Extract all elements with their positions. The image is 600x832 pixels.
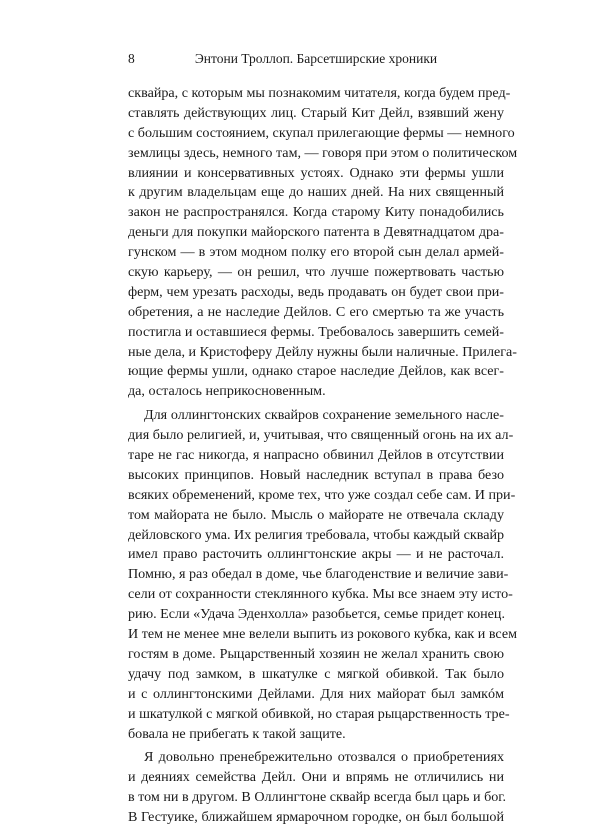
running-head-title: Энтони Троллоп. Барсетширские хроники bbox=[194, 51, 438, 66]
paragraph bbox=[128, 748, 504, 828]
text-line: гостям в доме. Рыцарственный хозяин не желал хранить свою bbox=[128, 645, 504, 662]
text-line: бовала не прибегать к такой защите. bbox=[128, 725, 346, 742]
text-line: дейловского ума. Их религия требовала, чтобы каждый сквайр bbox=[128, 526, 505, 543]
text-line: и деяниях семейства Дейл. Они и впрямь не отличились ни bbox=[128, 769, 504, 786]
text-line: удачу под замком, в шкатулке с мягкой обивкой. Так было bbox=[128, 665, 504, 682]
paragraph bbox=[128, 406, 518, 744]
text-line: влиянии и консервативных устоях. Однако эти фермы ушли bbox=[128, 164, 504, 181]
text-line: да, осталось неприкосновенным. bbox=[128, 383, 326, 400]
text-line: ные дела, и Кристоферу Дейлу нужны были наличные. Прилега- bbox=[128, 343, 517, 360]
text-line: гунском — в этом модном полку его второй сын делал армей- bbox=[128, 244, 504, 261]
text-line: И тем не менее мне велели выпить из рокового кубка, как и всем bbox=[128, 626, 518, 643]
text-line: землицы здесь, немного там, — говоря при этом о политическом bbox=[128, 144, 518, 161]
text-line: ющие фермы ушли, однако старое наследие Дейлов, как всег- bbox=[128, 363, 504, 380]
text-line: к другим владельцам еще до наших дней. На них священный bbox=[128, 184, 504, 201]
text-line: сели от сохранности стеклянного кубка. Мы все знаем эту исто- bbox=[128, 586, 513, 603]
running-head bbox=[128, 49, 504, 69]
text-line: ферм, чем урезать расходы, ведь продавать он будет свои при- bbox=[128, 283, 504, 300]
text-line: обретения, а не наследие Дейлов. С его смертью та же участь bbox=[128, 303, 504, 320]
text-line: с большим состоянием, скупал прилегающие фермы — немного bbox=[128, 124, 515, 141]
text-line: том майората не было. Мысль о майорате не отвечала складу bbox=[128, 506, 504, 523]
text-line: рию. Если «Удача Эденхолла» разобьется, семье придет конец. bbox=[128, 606, 505, 623]
text-line: ставлять действующих лиц. Старый Кит Дейл, взявший жену bbox=[128, 104, 504, 121]
text-line: деньги для покупки майорского патента в Девятнадцатом дра- bbox=[128, 224, 504, 241]
text-line: Для оллингтонских сквайров сохранение земельного насле- bbox=[144, 407, 504, 424]
text-line: закон не распространялся. Когда старому Киту понадобились bbox=[128, 204, 504, 221]
text-line: сквайра, с которым мы познакомим читателя, когда будем пред- bbox=[128, 85, 511, 101]
text-line: в том ни в другом. В Оллингтоне сквайр всегда был царь и бог. bbox=[128, 789, 506, 806]
text-line: постигла и оставшиеся фермы. Требовалось завершить семей- bbox=[128, 323, 504, 340]
text-line: имел право расточить оллингтонские акры — и не расточал. bbox=[128, 546, 504, 563]
paragraph bbox=[128, 84, 518, 402]
text-line: В Гестуике, ближайшем ярмарочном городке, он был большой bbox=[128, 809, 504, 826]
text-line: всяких обременений, кроме тех, что уже создал себе сам. И при- bbox=[128, 486, 516, 503]
text-line: таре не гас никогда, я напрасно обвинил Дейлов в отсутствии bbox=[128, 447, 504, 464]
text-line: высоких принципов. Новый наследник вступал в права безо bbox=[128, 466, 504, 483]
body-text bbox=[128, 84, 518, 832]
text-line: скую карьеру, — он решил, что лучше пожертвовать частью bbox=[128, 264, 504, 281]
text-line: Помню, я раз обедал в доме, чье благоденствие и величие зави- bbox=[128, 566, 509, 583]
text-line: Я довольно пренебрежительно отозвался о приобретениях bbox=[144, 749, 504, 766]
text-line: дия было религией, и, учитывая, что священный огонь на их ал- bbox=[128, 427, 514, 444]
text-line: и шкатулкой с мягкой обивкой, но старая рыцарственность тре- bbox=[128, 705, 510, 722]
page-number: 8 bbox=[128, 51, 135, 66]
text-line: и с оллингтонскими Дейлами. Для них майорат был замкóм bbox=[128, 685, 504, 702]
